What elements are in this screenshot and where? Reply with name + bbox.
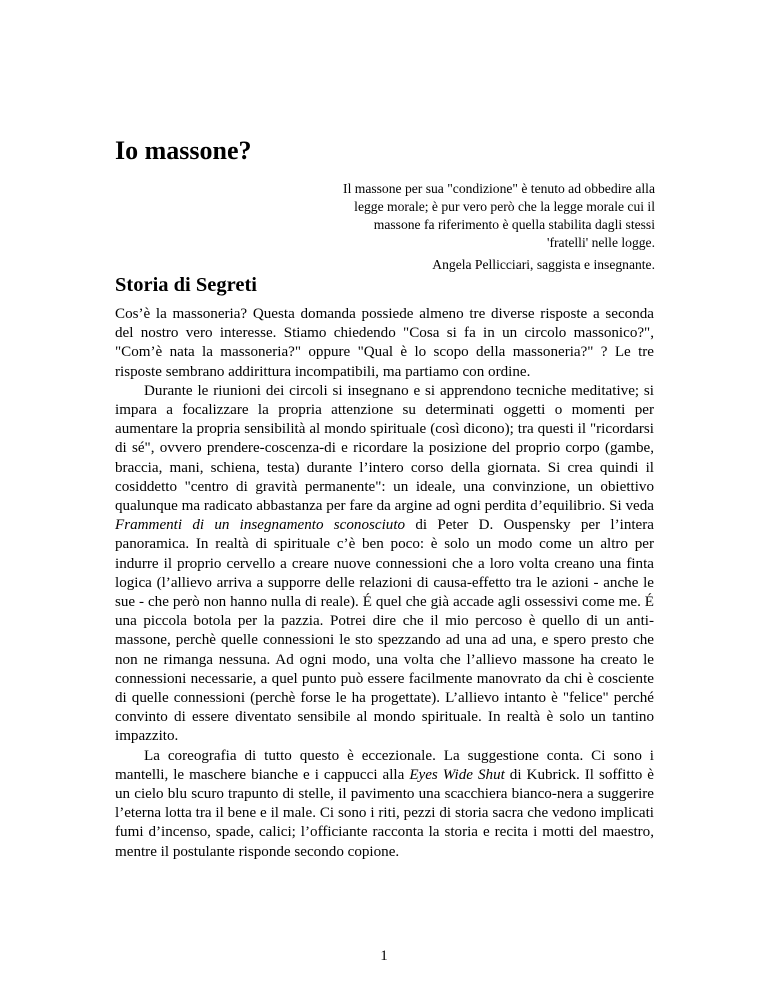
section-title: Storia di Segreti xyxy=(115,274,257,296)
book-title: Frammenti di un insegnamento sconosciuto xyxy=(115,517,406,534)
paragraph-2-text-end: di Peter D. Ouspensky per l’intera panoramica. In realtà di spirituale c’è ben poco: è solo un modo come un altro per indurre il proprio cervello a creare nuove connessioni che a loro volta creano una finta logica (l’allievo arriva a supporre delle relazioni di causa-effetto tra le azioni - anche le sue - che però non hanno nulla di reale). É quel che già accade agli ossessivi come me. É una piccola botola per la pazzia. Potrei dire che il mio percoso è quello di un anti-massone, perchè quelle connessioni le sto spezzando ad una ad una, e spero presto che non ne rimanga nessuna. Ad ogni modo, una volta che l’allievo massone ha creato le connessioni necessarie, a quel punto può essere facilmente manovrato da chi è cosciente di quelle connessioni (perchè forse le ha progettate). L’allievo intanto è "felice" perché convinto di essere diventato sensibile al mondo spirituale. In realtà è solo un tantino impazzito. xyxy=(115,517,654,745)
paragraph-3-text-end: di Kubrick. Il soffitto è un cielo blu scuro trapunto di stelle, il pavimento una scacchiera bianco-nera a suggerire l’eterna lotta tra il bene e il male. Ci sono i riti, pezzi di storia sacra che vedono implicati fumi d’incenso, spade, calici; l’officiante racconta la storia e recita i motti del maestro, mentre il postulante risponde secondo copione. xyxy=(115,766,654,860)
epigraph-attribution: Angela Pellicciari, saggista e insegnante. xyxy=(432,257,655,272)
epigraph-quote: Il massone per sua "condizione" è tenuto ad obbedire alla legge morale; è pur vero però che la legge morale cui il massone fa riferimento è quella stabilita dagli stessi 'fratelli' nelle logge. xyxy=(343,181,655,250)
paragraph-3-text-start: La coreografia di tutto questo è eccezionale. La suggestione conta. Ci sono i mantelli, le maschere bianche e i cappucci alla xyxy=(115,747,654,783)
paragraph-3 xyxy=(115,747,654,862)
film-title: Eyes Wide Shut xyxy=(409,766,505,783)
epigraph xyxy=(330,180,655,274)
paragraph-1: Cos’è la massoneria? Questa domanda possiede almeno tre diverse risposte a seconda del nostro vero interesse. Stiamo chiedendo "Cosa si fa in un circolo massonico?", "Com’è nata la massoneria?" oppure "Qual è lo scopo della massoneria?" ? Le tre risposte sembrano addirittura incompatibili, ma partiamo con ordine. xyxy=(115,306,654,380)
document-title: Io massone? xyxy=(115,136,252,165)
paragraph-2 xyxy=(115,382,654,747)
paragraph-2-text-start: Durante le riunioni dei circoli si insegnano e si apprendono tecniche meditative; si impara a focalizzare la propria attenzione su determinati oggetti o momenti per aumentare la propria sensibilità al mondo spirituale (così dicono); tra questi il "ricordarsi di sé", ovvero prendere-coscenza-di e ricordare la posizione del proprio corpo (gambe, braccia, mani, schiena, testa) durante l’intero corso della giornata. Si crea quindi il cosiddetto "centro di gravità permanente": un ideale, una convinzione, un obiettivo qualunque ma radicato abbastanza per fare da argine ad ogni perdita d’equilibrio. Si veda xyxy=(115,382,654,515)
body-text xyxy=(115,305,654,862)
page-number: 1 xyxy=(380,948,388,964)
